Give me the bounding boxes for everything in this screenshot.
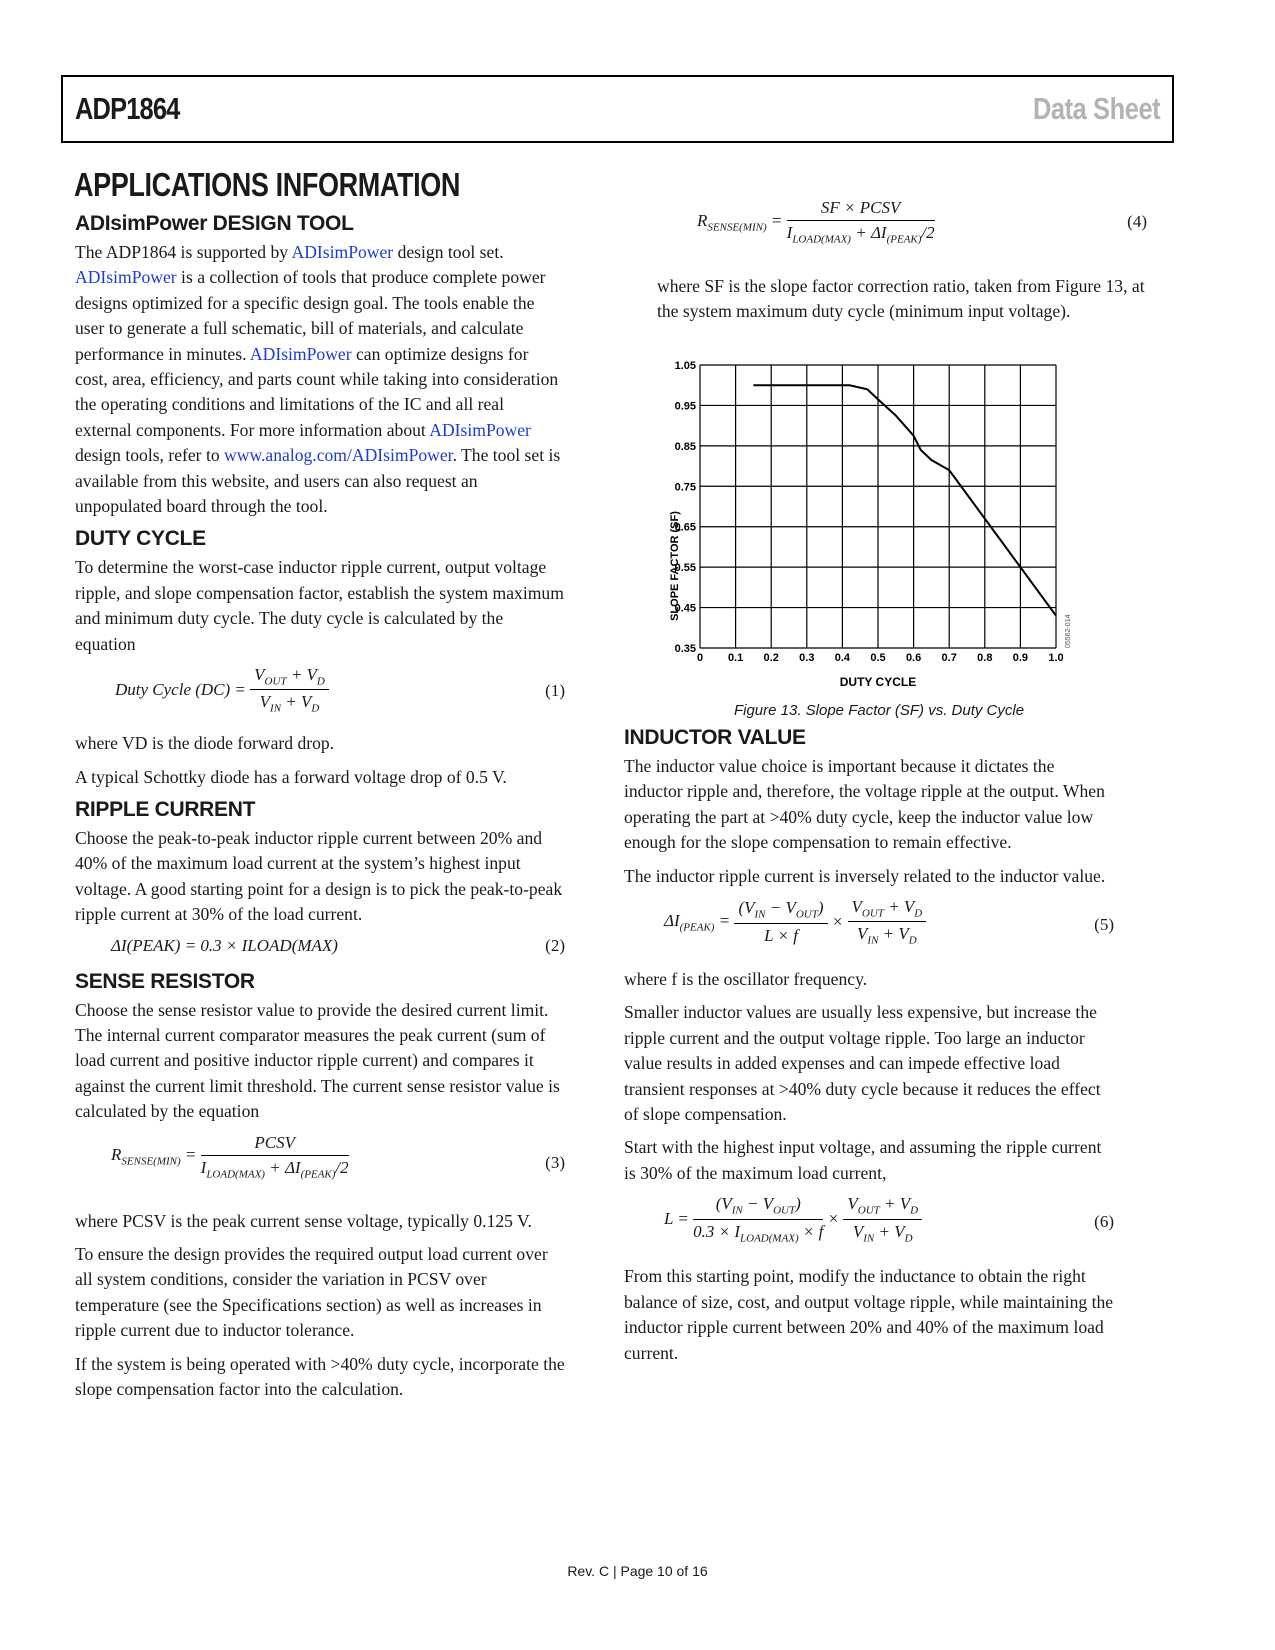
heading-ripple: RIPPLE CURRENT — [75, 797, 256, 821]
svg-text:0.95: 0.95 — [674, 400, 696, 413]
sf-curve — [753, 385, 1056, 615]
pcsv-note: where PCSV is the peak current sense voltage, typically 0.125 V. — [75, 1210, 532, 1231]
figure-caption: Figure 13. Slope Factor (SF) vs. Duty Cycle — [733, 702, 1025, 719]
adisim-link[interactable]: ADIsimPower — [429, 419, 531, 440]
adisim-link[interactable]: ADIsimPower — [249, 343, 352, 364]
adisim-link[interactable]: ADIsimPower — [75, 267, 177, 288]
heading-inductor: INDUCTOR VALUE — [624, 726, 806, 749]
page-header — [61, 75, 1174, 143]
equation-5: $\Delta I_{(PEAK)}$ = $\frac{(V_{IN} - V_{OUT})}{L \times f}$ × $\frac{V_{OUT} + V_D}{V_{IN} + V_D}$ (5) — [664, 897, 1114, 947]
left-column — [75, 212, 565, 1410]
y-axis-label: SLOPE FACTOR (SF) — [669, 511, 681, 621]
svg-text:0.45: 0.45 — [674, 602, 696, 615]
heading-adisim: ADIsimPower DESIGN TOOL — [75, 212, 354, 235]
svg-text:0.35: 0.35 — [674, 643, 696, 655]
svg-text:0.1: 0.1 — [727, 652, 744, 664]
inductor-paragraph-2: The inductor ripple current is inversely related to the inductor value. — [624, 865, 1106, 886]
slope-factor-chart — [650, 356, 1090, 716]
duty-note: where VD is the diode forward drop. — [75, 733, 335, 754]
adisim-paragraph: The ADP1864 is supported by ADIsimPower design tool set. ADIsimPower is a collection of tools that produce complete power designs optimized for a specific design goal. The tools enable the user to generate a full schematic, bill of materials, and calculate performance in minutes. ADIsimPower can optimize designs for cost, area, efficiency, and parts count while taking into consideration the operating conditions and limitations of the IC and all real external components. For more information about ADIsimPower design tools, refer to www.analog.com/ADIsimPower. The tool set is available from this website, and users can also request an unpopulated board through the tool. — [75, 242, 561, 517]
svg-text:0.85: 0.85 — [674, 440, 696, 453]
chart-grid — [675, 360, 1064, 664]
equation-6: L = $\frac{(V_{IN} - V_{OUT})}{0.3 \times I_{LOAD(MAX)} \times f}$ × $\frac{V_{OUT} + V_D}{V_{IN} + V_D}$ (6) — [664, 1194, 1114, 1245]
svg-text:0.55: 0.55 — [674, 562, 696, 575]
svg-text:1.0: 1.0 — [1048, 652, 1064, 664]
adisim-link[interactable]: ADIsimPower — [291, 242, 394, 262]
heading-duty-cycle: DUTY CYCLE — [75, 527, 206, 551]
inductor-paragraph-5: From this starting point, modify the inductance to obtain the right balance of size, cost, and output voltage ripple, while maintaining the inductor ripple current between 20% and 40% of the maximum load current. — [624, 1266, 1114, 1363]
svg-text:0.7: 0.7 — [941, 652, 957, 664]
sense-paragraph: Choose the sense resistor value to provide the desired current limit. The internal current comparator measures the peak current (sum of load current and positive inductor ripple current) and compares it against the current limit threshold. The current sense resistor value is calculated by the equation — [75, 999, 560, 1122]
figure-code: 05562-014 — [1065, 614, 1072, 648]
inductor-paragraph-4: Start with the highest input voltage, and assuming the ripple current is 30% of the maximum load current, — [624, 1137, 1102, 1183]
ripple-paragraph: Choose the peak-to-peak inductor ripple current between 20% and 40% of the maximum load current at the system’s highest input voltage. A good starting point for a design is to pick the peak-to-peak ripple current at 30% of the load current. — [75, 827, 563, 925]
svg-text:0.3: 0.3 — [799, 652, 815, 664]
svg-text:0.2: 0.2 — [763, 652, 779, 664]
page-footer: Rev. C | Page 10 of 16 — [567, 1563, 708, 1579]
sense-paragraph-2: To ensure the design provides the required output load current over all system conditions, consider the variation in PCSV over temperature (see the Specifications section) as well as increases in ripple current due to inductor tolerance. — [75, 1243, 548, 1341]
sf-note: where SF is the slope factor correction ratio, taken from Figure 13, at the system maximum duty cycle (minimum input voltage). — [657, 276, 1145, 322]
inductor-paragraph-3: Smaller inductor values are usually less expensive, but increase the ripple current and the output voltage ripple. Too large an inductor value results in added expenses and can impede effective load transient responses at >40% duty cycle because it reduces the effect of slope compensation. — [624, 1002, 1101, 1125]
part-number: ADP1864 — [75, 91, 180, 126]
heading-sense: SENSE RESISTOR — [75, 969, 255, 993]
schottky-note: A typical Schottky diode has a forward voltage drop of 0.5 V. — [75, 766, 507, 787]
svg-text:0.8: 0.8 — [977, 652, 993, 664]
equation-4: $R_{SENSE(MIN)}$ = $\frac{\text{SF × PCSV}}{I_{LOAD(MAX)} + \Delta I_{(PEAK)}/2}$ (4) — [697, 198, 1147, 246]
sense-paragraph-3: If the system is being operated with >40% duty cycle, incorporate the slope compensation factor into the calculation. — [75, 1353, 565, 1399]
equation-2: ΔI(PEAK) = 0.3 × ILOAD(MAX) (2) — [111, 935, 565, 955]
svg-text:0.5: 0.5 — [870, 652, 886, 664]
frequency-note: where f is the oscillator frequency. — [624, 969, 868, 990]
x-axis-label: DUTY CYCLE — [839, 675, 917, 689]
equation-3: $R_{SENSE(MIN)}$ = $\frac{\text{PCSV}}{I_{LOAD(MAX)} + \Delta I_{(PEAK)}/2}$ (3) — [111, 1132, 565, 1180]
doc-type: Data Sheet — [1032, 91, 1160, 126]
section-title: APPLICATIONS INFORMATION — [74, 166, 461, 203]
duty-paragraph: To determine the worst-case inductor ripple current, output voltage ripple, and slope compensation factor, establish the system maximum and minimum duty cycle. The duty cycle is calculated by the equation — [75, 557, 564, 654]
inductor-paragraph: The inductor value choice is important because it dictates the inductor ripple and, therefore, the voltage ripple at the output. When operating the part at >40% duty cycle, keep the inductor value low enough for the slope compensation to remain effective. — [624, 756, 1105, 853]
svg-text:0.65: 0.65 — [674, 521, 696, 534]
svg-text:0.75: 0.75 — [674, 481, 696, 494]
svg-text:0: 0 — [696, 652, 704, 664]
svg-text:1.05: 1.05 — [674, 360, 696, 372]
inductor-section — [624, 726, 1114, 1374]
svg-text:0.9: 0.9 — [1012, 652, 1029, 664]
svg-text:0.6: 0.6 — [905, 652, 922, 664]
right-column — [657, 198, 1147, 333]
equation-1: Duty Cycle (DC) = $\frac{V_{OUT} + V_D}{V_{IN} + V_D}$ (1) — [115, 665, 565, 715]
svg-text:0.4: 0.4 — [834, 652, 851, 664]
adisim-url-link[interactable]: www.analog.com/ADIsimPower — [224, 445, 453, 466]
